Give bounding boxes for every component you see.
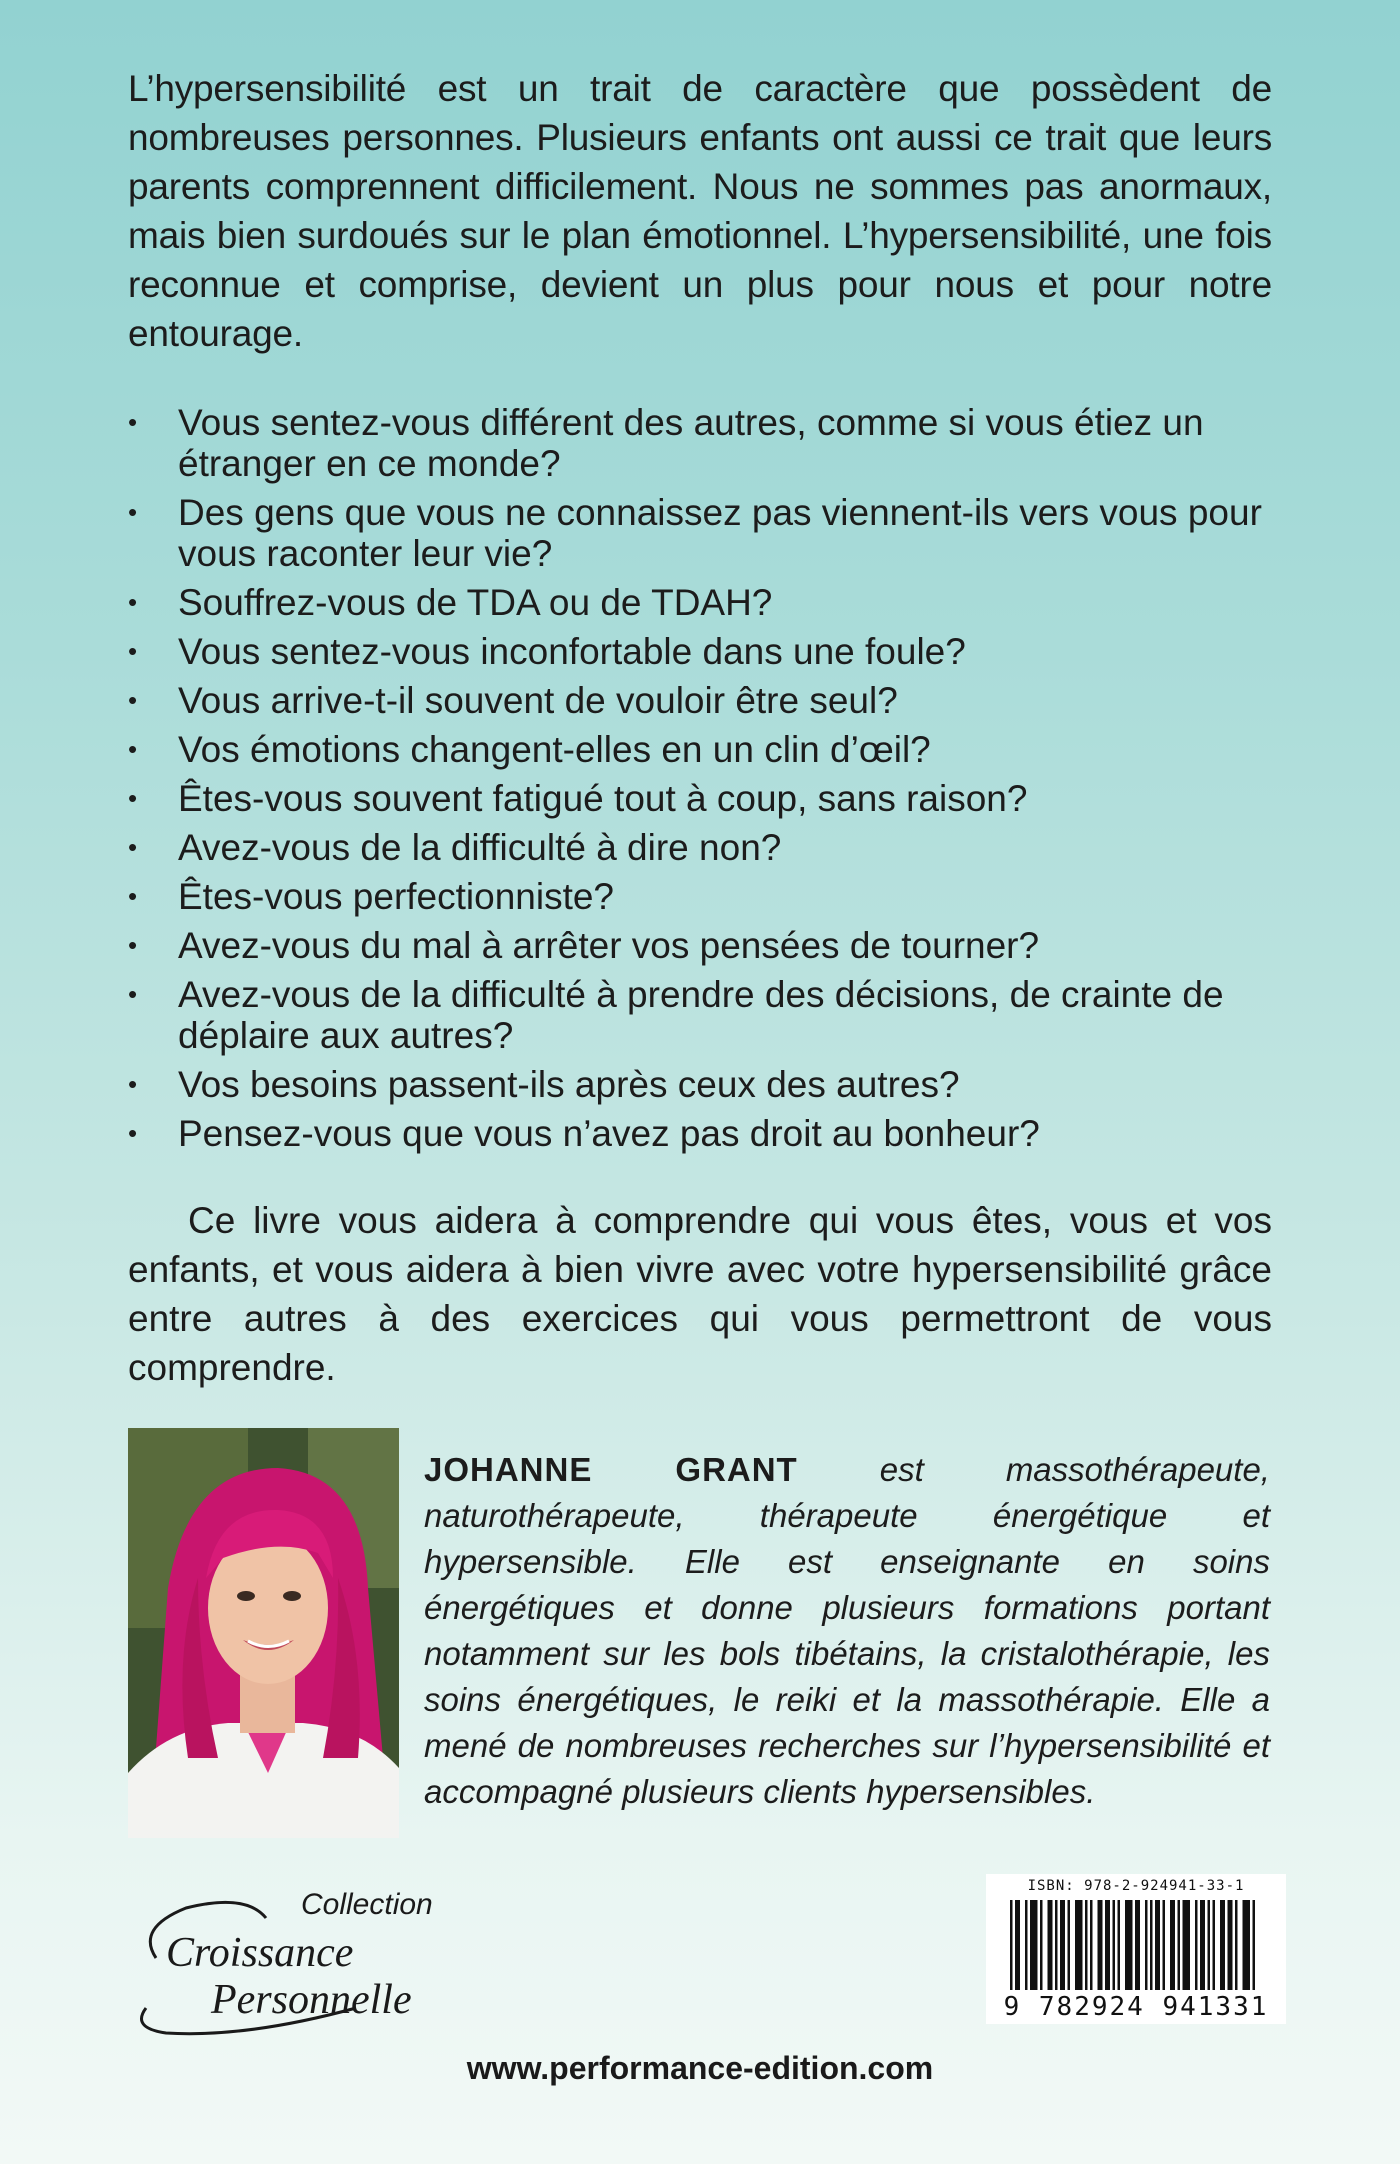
barcode-bar xyxy=(1200,1900,1203,1990)
barcode-bar xyxy=(1055,1900,1058,1990)
barcode-bar xyxy=(1245,1900,1248,1990)
bullet-icon: • xyxy=(128,497,138,527)
barcode-bar xyxy=(1220,1900,1223,1990)
question-item xyxy=(128,974,1272,1056)
barcode-bar xyxy=(1173,1900,1176,1990)
barcode-bar xyxy=(1138,1900,1141,1990)
question-item xyxy=(128,1064,1272,1105)
summary-paragraph: Ce livre vous aidera à comprendre qui vous êtes, vous et vos enfants, et vous aidera à bien vivre avec votre hypersensibilité grâce entre autres à des exercices qui vous permettront de vous comprendre. xyxy=(128,1200,1272,1388)
barcode-number: 9 782924 941331 xyxy=(1003,1992,1269,2022)
question-text: Avez-vous de la difficulté à prendre des décisions, de crainte de déplaire aux autres? xyxy=(178,974,1224,1056)
barcode-bar xyxy=(1080,1900,1083,1990)
barcode-bar xyxy=(1098,1900,1101,1990)
barcode-bar xyxy=(1113,1900,1116,1990)
question-item xyxy=(128,876,1272,917)
barcode-bar xyxy=(1048,1900,1051,1990)
bullet-icon: • xyxy=(128,783,138,813)
barcode-bar xyxy=(1178,1900,1181,1990)
question-item xyxy=(128,631,1272,672)
question-list xyxy=(128,402,1272,1162)
barcode-bar xyxy=(1185,1900,1188,1990)
question-text: Vos besoins passent-ils après ceux des autres? xyxy=(178,1064,960,1105)
question-item xyxy=(128,778,1272,819)
question-item xyxy=(128,492,1272,574)
barcode-bar xyxy=(1030,1900,1033,1990)
question-item xyxy=(128,680,1272,721)
question-text: Êtes-vous souvent fatigué tout à coup, sans raison? xyxy=(178,778,1028,819)
barcode-bar xyxy=(1015,1900,1018,1990)
author-bio xyxy=(424,1447,1270,1815)
question-text: Souffrez-vous de TDA ou de TDAH? xyxy=(178,582,773,623)
question-item xyxy=(128,582,1272,623)
bullet-icon: • xyxy=(128,734,138,764)
question-item xyxy=(128,1113,1272,1154)
question-item xyxy=(128,729,1272,770)
barcode-bar xyxy=(1230,1900,1233,1990)
barcode-bar xyxy=(1253,1900,1256,1990)
barcode-bar xyxy=(1018,1900,1021,1990)
barcode-bar xyxy=(1170,1900,1173,1990)
bullet-icon: • xyxy=(128,881,138,911)
barcode-bar xyxy=(1213,1900,1216,1990)
barcode-bar xyxy=(1118,1900,1121,1990)
barcode-bar xyxy=(1228,1900,1231,1990)
bullet-icon: • xyxy=(128,832,138,862)
question-text: Avez-vous de la difficulté à dire non? xyxy=(178,827,782,868)
intro-paragraph: L’hypersensibilité est un trait de caractère que possèdent de nombreuses personnes. Plusieurs enfants ont aussi ce trait que leurs parents comprennent difficilement. Nous ne sommes pas anormaux, mais bien surdoués sur le plan émotionnel. L’hypersensibilité, une fois reconnue et comprise, devient un plus pour nous et pour notre entourage. xyxy=(128,68,1272,354)
barcode-bar xyxy=(1223,1900,1226,1990)
barcode-bar xyxy=(1050,1900,1053,1990)
collection-label: Collection xyxy=(301,1888,433,1921)
bullet-icon: • xyxy=(128,636,138,666)
barcode-bar xyxy=(1130,1900,1133,1990)
question-item xyxy=(128,402,1272,484)
barcode-bar xyxy=(1105,1900,1108,1990)
question-text: Pensez-vous que vous n’avez pas droit au bonheur? xyxy=(178,1113,1040,1154)
question-text: Vous sentez-vous inconfortable dans une foule? xyxy=(178,631,966,672)
barcode-bar xyxy=(1208,1900,1211,1990)
barcode-bar xyxy=(1068,1900,1071,1990)
barcode-bar xyxy=(1090,1900,1093,1990)
barcode-bar xyxy=(1125,1900,1128,1990)
barcode-bar xyxy=(1163,1900,1166,1990)
collection-logo-graphic xyxy=(126,1888,486,2038)
website-url: www.performance-edition.com xyxy=(466,2050,934,2086)
barcode-bar xyxy=(1063,1900,1066,1990)
bullet-icon: • xyxy=(128,587,138,617)
barcode-bar xyxy=(1183,1900,1186,1990)
barcode-bar xyxy=(1135,1900,1138,1990)
barcode-bar xyxy=(1100,1900,1103,1990)
bullet-icon: • xyxy=(128,979,138,1009)
collection-name-line1: Croissance xyxy=(166,1930,354,1976)
barcode-bar xyxy=(1150,1900,1153,1990)
barcode-bar xyxy=(1085,1900,1088,1990)
question-item xyxy=(128,925,1272,966)
barcode-bar xyxy=(1035,1900,1038,1990)
question-text: Vous arrive-t-il souvent de vouloir être seul? xyxy=(178,680,898,721)
collection-logo xyxy=(126,1888,486,2038)
barcode-bar xyxy=(1235,1900,1238,1990)
barcode-bar xyxy=(1195,1900,1198,1990)
barcode-bar xyxy=(1158,1900,1161,1990)
barcode-bar xyxy=(1040,1900,1043,1990)
barcode-bar xyxy=(1033,1900,1036,1990)
barcode-bar xyxy=(1078,1900,1081,1990)
author-portrait-illustration xyxy=(128,1428,399,1838)
author-photo xyxy=(128,1428,399,1838)
barcode-bar xyxy=(1155,1900,1158,1990)
bullet-icon: • xyxy=(128,1069,138,1099)
barcode-bar xyxy=(1243,1900,1246,1990)
collection-name-line2: Personnelle xyxy=(211,1977,412,2023)
barcode-bar xyxy=(1188,1900,1191,1990)
author-bio-text: est massothérapeute, naturothérapeute, thérapeute énergétique et hypersensible. Elle est enseignante en soins énergétiques et donne plusieurs formations portant notamment sur les bols tibétains, la cristalothérapie, les soins énergétiques, le reiki et la massothérapie. Elle a mené de nombreuses recherches sur l’hypersensibilité et accompagné plusieurs clients hypersensibles. xyxy=(424,1451,1270,1810)
barcode-bars xyxy=(1010,1900,1262,1990)
bullet-icon: • xyxy=(128,407,138,437)
barcode-bar xyxy=(1248,1900,1251,1990)
question-text: Êtes-vous perfectionniste? xyxy=(178,876,615,917)
barcode-bar xyxy=(1075,1900,1078,1990)
author-name: JOHANNE GRANT xyxy=(424,1451,798,1488)
question-item xyxy=(128,827,1272,868)
question-text: Vous sentez-vous différent des autres, comme si vous étiez un étranger en ce monde? xyxy=(178,402,1204,484)
barcode-bar xyxy=(1108,1900,1111,1990)
barcode-bar xyxy=(1010,1900,1013,1990)
barcode-bar xyxy=(1128,1900,1131,1990)
isbn-barcode xyxy=(986,1874,1286,2024)
question-text: Des gens que vous ne connaissez pas viennent-ils vers vous pour vous raconter leur vie? xyxy=(178,492,1262,574)
barcode-bar xyxy=(1025,1900,1028,1990)
bullet-icon: • xyxy=(128,930,138,960)
bullet-icon: • xyxy=(128,1118,138,1148)
bullet-icon: • xyxy=(128,685,138,715)
question-text: Vos émotions changent-elles en un clin d’œil? xyxy=(178,729,931,770)
isbn-label: ISBN: 978-2-924941-33-1 xyxy=(1027,1878,1245,1894)
barcode-bar xyxy=(1060,1900,1063,1990)
barcode-bar xyxy=(1203,1900,1206,1990)
barcode-bar xyxy=(1145,1900,1148,1990)
question-text: Avez-vous du mal à arrêter vos pensées de tourner? xyxy=(178,925,1040,966)
